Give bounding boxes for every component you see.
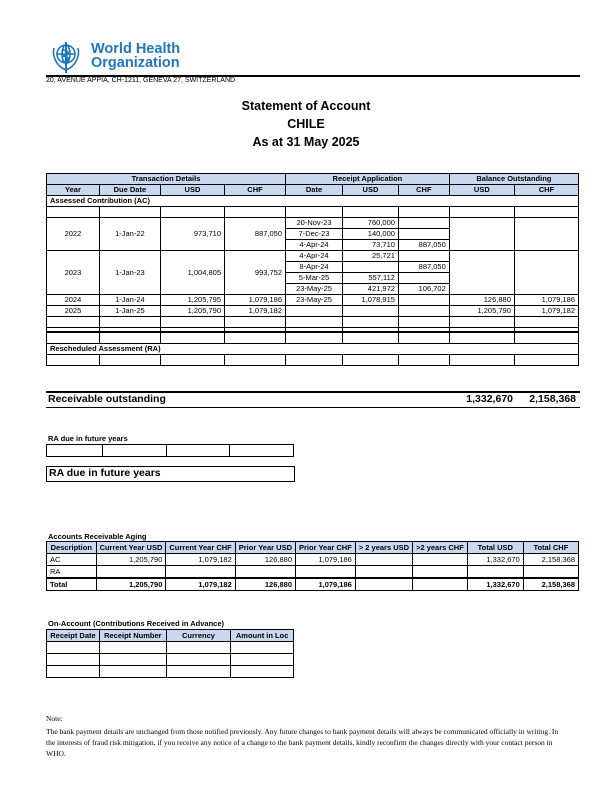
col-balance-chf: CHF (514, 185, 578, 196)
receipt-chf: 887,050 (398, 262, 449, 273)
aging-cell: 2,158,368 (523, 578, 578, 591)
receivable-bottom-rule (46, 407, 580, 408)
receipt-chf (398, 251, 449, 262)
receipt-usd: 557,112 (342, 273, 398, 284)
col-receipt-chf: CHF (398, 185, 449, 196)
receipt-chf (398, 273, 449, 284)
ra-future-box (46, 466, 295, 482)
ra-future-caption: RA due in future years (48, 434, 128, 443)
aging-cell: 1,079,182 (166, 554, 235, 566)
usd-2024: 1,205,795 (160, 295, 224, 306)
ra-future-table (46, 444, 294, 457)
group-transaction-details: Transaction Details (47, 174, 286, 185)
statement-table (46, 173, 579, 366)
receipt-chf: 106,702 (398, 284, 449, 295)
org-name-line2: Organization (91, 55, 180, 71)
aging-cell (355, 554, 412, 566)
aging-cell (355, 566, 412, 579)
section-rescheduled-assessment: Rescheduled Assessment (RA) (47, 344, 579, 355)
usd-2022: 973,710 (160, 218, 224, 251)
usd-2023: 1,004,805 (160, 251, 224, 295)
group-receipt-application: Receipt Application (286, 174, 450, 185)
due-2025: 1-Jan-25 (99, 306, 160, 317)
who-logo (46, 38, 246, 78)
receipt-chf: 887,050 (398, 240, 449, 251)
aging-col-prior-usd: Prior Year USD (235, 542, 295, 554)
aging-cell (296, 566, 356, 579)
receipt-usd: 73,710 (342, 240, 398, 251)
aging-col-current-chf: Current Year CHF (166, 542, 235, 554)
who-emblem-icon (46, 38, 86, 76)
table-row (47, 295, 579, 306)
ra-future-label: RA due in future years (49, 467, 161, 479)
note-label: Note: (46, 714, 63, 723)
receipt-date: 23-May-25 (286, 284, 343, 295)
group-balance-outstanding: Balance Outstanding (449, 174, 578, 185)
aging-cell: 1,332,670 (467, 578, 523, 591)
receipt-usd: 760,000 (342, 218, 398, 229)
chf-2025: 1,079,182 (225, 306, 286, 317)
aging-cell: 126,880 (235, 554, 295, 566)
country-name: CHILE (287, 117, 325, 131)
aging-cell (413, 566, 468, 579)
aging-cell: 1,079,186 (296, 578, 356, 591)
aging-cell (413, 578, 468, 591)
aging-table (46, 541, 579, 591)
table-row (47, 306, 579, 317)
receipt-usd: 140,000 (342, 229, 398, 240)
aging-cell (166, 566, 235, 579)
due-2022: 1-Jan-22 (99, 218, 160, 251)
aging-cell (96, 566, 166, 579)
receipt-usd: 25,721 (342, 251, 398, 262)
receipt-date: 23-May-25 (286, 295, 343, 306)
aging-col-total-usd: Total USD (467, 542, 523, 554)
table-row (47, 218, 579, 229)
receipt-usd: 1,078,915 (342, 295, 398, 306)
col-receipt-usd: USD (342, 185, 398, 196)
aging-cell: AC (47, 554, 97, 566)
balance-usd-2024: 126,880 (449, 295, 514, 306)
aging-cell: 1,205,790 (96, 578, 166, 591)
year-2022: 2022 (47, 218, 100, 251)
aging-cell: RA (47, 566, 97, 579)
col-due-date: Due Date (99, 185, 160, 196)
receipt-date: 4-Apr-24 (286, 240, 343, 251)
aging-cell (523, 566, 578, 579)
chf-2023: 993,752 (225, 251, 286, 295)
page-title: Statement of Account (241, 99, 371, 113)
balance-chf-2024: 1,079,186 (514, 295, 578, 306)
usd-2025: 1,205,790 (160, 306, 224, 317)
aging-cell (235, 566, 295, 579)
receipt-chf (398, 229, 449, 240)
receipt-date: 4-Apr-24 (286, 251, 343, 262)
aging-col-2y-usd: > 2 years USD (355, 542, 412, 554)
address: 20, AVENUE APPIA, CH-1211, GENEVA 27, SWITZERLAND (46, 77, 236, 84)
note-text: The bank payment details are unchanged from those notified previously. Any future changes to bank payment details will always be communicated officially in writing. In the interests of fraud risk mitigation, if you receive any notice of a change to the bank payment details, kindly reconfirm the changes directly with your contact person in WHO. (46, 727, 559, 758)
aging-cell: 1,079,186 (296, 554, 356, 566)
table-row (47, 251, 579, 262)
receipt-date: 8-Apr-24 (286, 262, 343, 273)
oa-col-receipt-number: Receipt Number (99, 630, 166, 642)
col-usd: USD (160, 185, 224, 196)
table-row (47, 578, 579, 591)
oa-col-amount: Amount in Loc (231, 630, 294, 642)
aging-cell: 1,205,790 (96, 554, 166, 566)
due-2024: 1-Jan-24 (99, 295, 160, 306)
oa-col-receipt-date: Receipt Date (47, 630, 100, 642)
aging-cell: Total (47, 578, 97, 591)
col-receipt-date: Date (286, 185, 343, 196)
receivable-usd: 1,332,670 (466, 393, 513, 405)
year-2025: 2025 (47, 306, 100, 317)
aging-col-total-chf: Total CHF (523, 542, 578, 554)
receipt-date: 20-Nov-23 (286, 218, 343, 229)
receivable-chf: 2,158,368 (529, 393, 576, 405)
balance-chf-2025: 1,079,182 (514, 306, 578, 317)
receipt-usd: 421,972 (342, 284, 398, 295)
balance-usd-2025: 1,205,790 (449, 306, 514, 317)
table-row (47, 566, 579, 579)
year-2023: 2023 (47, 251, 100, 295)
aging-cell (467, 566, 523, 579)
aging-cell (355, 578, 412, 591)
chf-2022: 887,050 (225, 218, 286, 251)
section-assessed-contribution: Assessed Contribution (AC) (47, 196, 579, 207)
receipt-date: 5-Mar-25 (286, 273, 343, 284)
col-chf: CHF (225, 185, 286, 196)
on-account-table (46, 629, 294, 678)
receipt-usd (342, 262, 398, 273)
aging-cell (413, 554, 468, 566)
aging-cell: 1,079,182 (166, 578, 235, 591)
col-balance-usd: USD (449, 185, 514, 196)
org-name-line1: World Health (91, 41, 181, 57)
aging-col-current-usd: Current Year USD (96, 542, 166, 554)
aging-col-prior-chf: Prior Year CHF (296, 542, 356, 554)
as-at-date: As at 31 May 2025 (252, 135, 360, 149)
aging-col-2y-chf: >2 years CHF (413, 542, 468, 554)
aging-cell: 126,880 (235, 578, 295, 591)
aging-cell: 1,332,670 (467, 554, 523, 566)
col-year: Year (47, 185, 100, 196)
receipt-date: 7-Dec-23 (286, 229, 343, 240)
aging-cell: 2,158,368 (523, 554, 578, 566)
receivable-label: Receivable outstanding (48, 393, 166, 405)
table-row (47, 554, 579, 566)
on-account-caption: On-Account (Contributions Received in Advance) (48, 619, 224, 628)
receipt-chf (398, 218, 449, 229)
aging-col-description: Description (47, 542, 97, 554)
year-2024: 2024 (47, 295, 100, 306)
due-2023: 1-Jan-23 (99, 251, 160, 295)
aging-caption: Accounts Receivable Aging (48, 532, 147, 541)
oa-col-currency: Currency (166, 630, 231, 642)
chf-2024: 1,079,186 (225, 295, 286, 306)
